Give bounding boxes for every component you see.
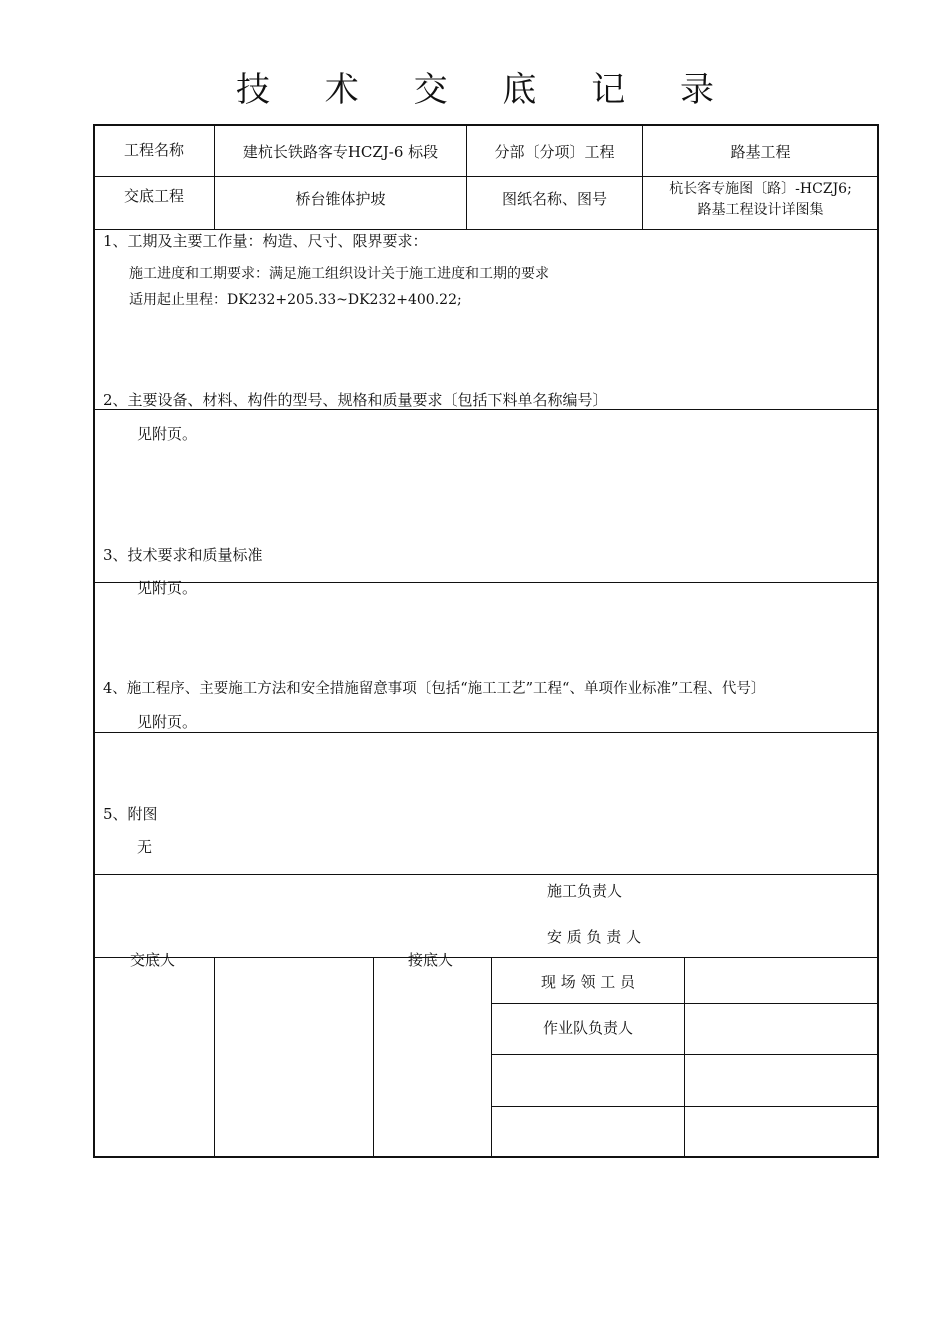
division-value: 路基工程 xyxy=(730,143,791,161)
drawing-label: 图纸名称、图号 xyxy=(501,190,607,208)
project-name-label: 工程名称 xyxy=(123,141,184,159)
section-2-heading: 2、主要设备、材料、构件的型号、规格和质量要求〔包括下料单名称编号〕 xyxy=(103,391,608,409)
receiver-person-label: 接底人 xyxy=(408,951,454,969)
row-divider xyxy=(491,1054,879,1055)
row-divider xyxy=(93,229,879,230)
project-name-value: 建杭长铁路客专HCZJ-6 标段 xyxy=(242,143,439,161)
section-4-heading: 4、施工程序、主要施工方法和安全措施留意事项〔包括“施工工艺”工程“、单项作业标准”工程、代号〕 xyxy=(103,681,766,697)
team-lead-label: 作业队负责人 xyxy=(542,1019,633,1037)
column-divider xyxy=(684,957,685,1158)
safety-quality-lead-label: 安 质 负 责 人 xyxy=(547,928,642,946)
column-divider xyxy=(214,124,215,229)
section-5-heading: 5、附图 xyxy=(103,805,158,823)
handover-project-label: 交底工程 xyxy=(123,187,184,205)
column-divider xyxy=(373,957,374,1158)
section-2-body: 见附页。 xyxy=(137,425,198,443)
section-1-mileage: 适用起止里程：DK232+205.33~DK232+400.22; xyxy=(129,292,462,308)
row-divider xyxy=(93,582,879,583)
section-3-body: 见附页。 xyxy=(137,579,198,597)
construction-lead-label: 施工负责人 xyxy=(547,882,623,900)
column-divider xyxy=(466,124,467,229)
site-foreman-label: 现 场 领 工 员 xyxy=(540,973,636,991)
column-divider xyxy=(214,957,215,1158)
section-1-schedule: 施工进度和工期要求：满足施工组织设计关于施工进度和工期的要求 xyxy=(129,266,549,282)
section-1-heading: 1、工期及主要工作量：构造、尺寸、限界要求： xyxy=(103,232,428,250)
row-divider xyxy=(93,957,879,958)
row-divider xyxy=(491,1003,879,1004)
drawing-value-line2: 路基工程设计详图集 xyxy=(697,202,824,218)
row-divider xyxy=(491,1106,879,1107)
handover-person-label: 交底人 xyxy=(130,951,176,969)
division-label: 分部〔分项〕工程 xyxy=(494,143,615,161)
row-divider xyxy=(93,732,879,733)
handover-project-value: 桥台锥体护坡 xyxy=(295,190,386,208)
drawing-value-line1: 杭长客专施图〔路〕-HCZJ6; xyxy=(669,181,852,197)
row-divider xyxy=(93,409,879,410)
row-divider xyxy=(93,874,879,875)
section-5-body: 无 xyxy=(137,838,153,856)
section-4-body: 见附页。 xyxy=(137,713,198,731)
document-title: 技 术 交 底 记 录 xyxy=(235,70,737,110)
row-divider xyxy=(93,176,879,177)
section-3-heading: 3、技术要求和质量标准 xyxy=(103,546,263,564)
